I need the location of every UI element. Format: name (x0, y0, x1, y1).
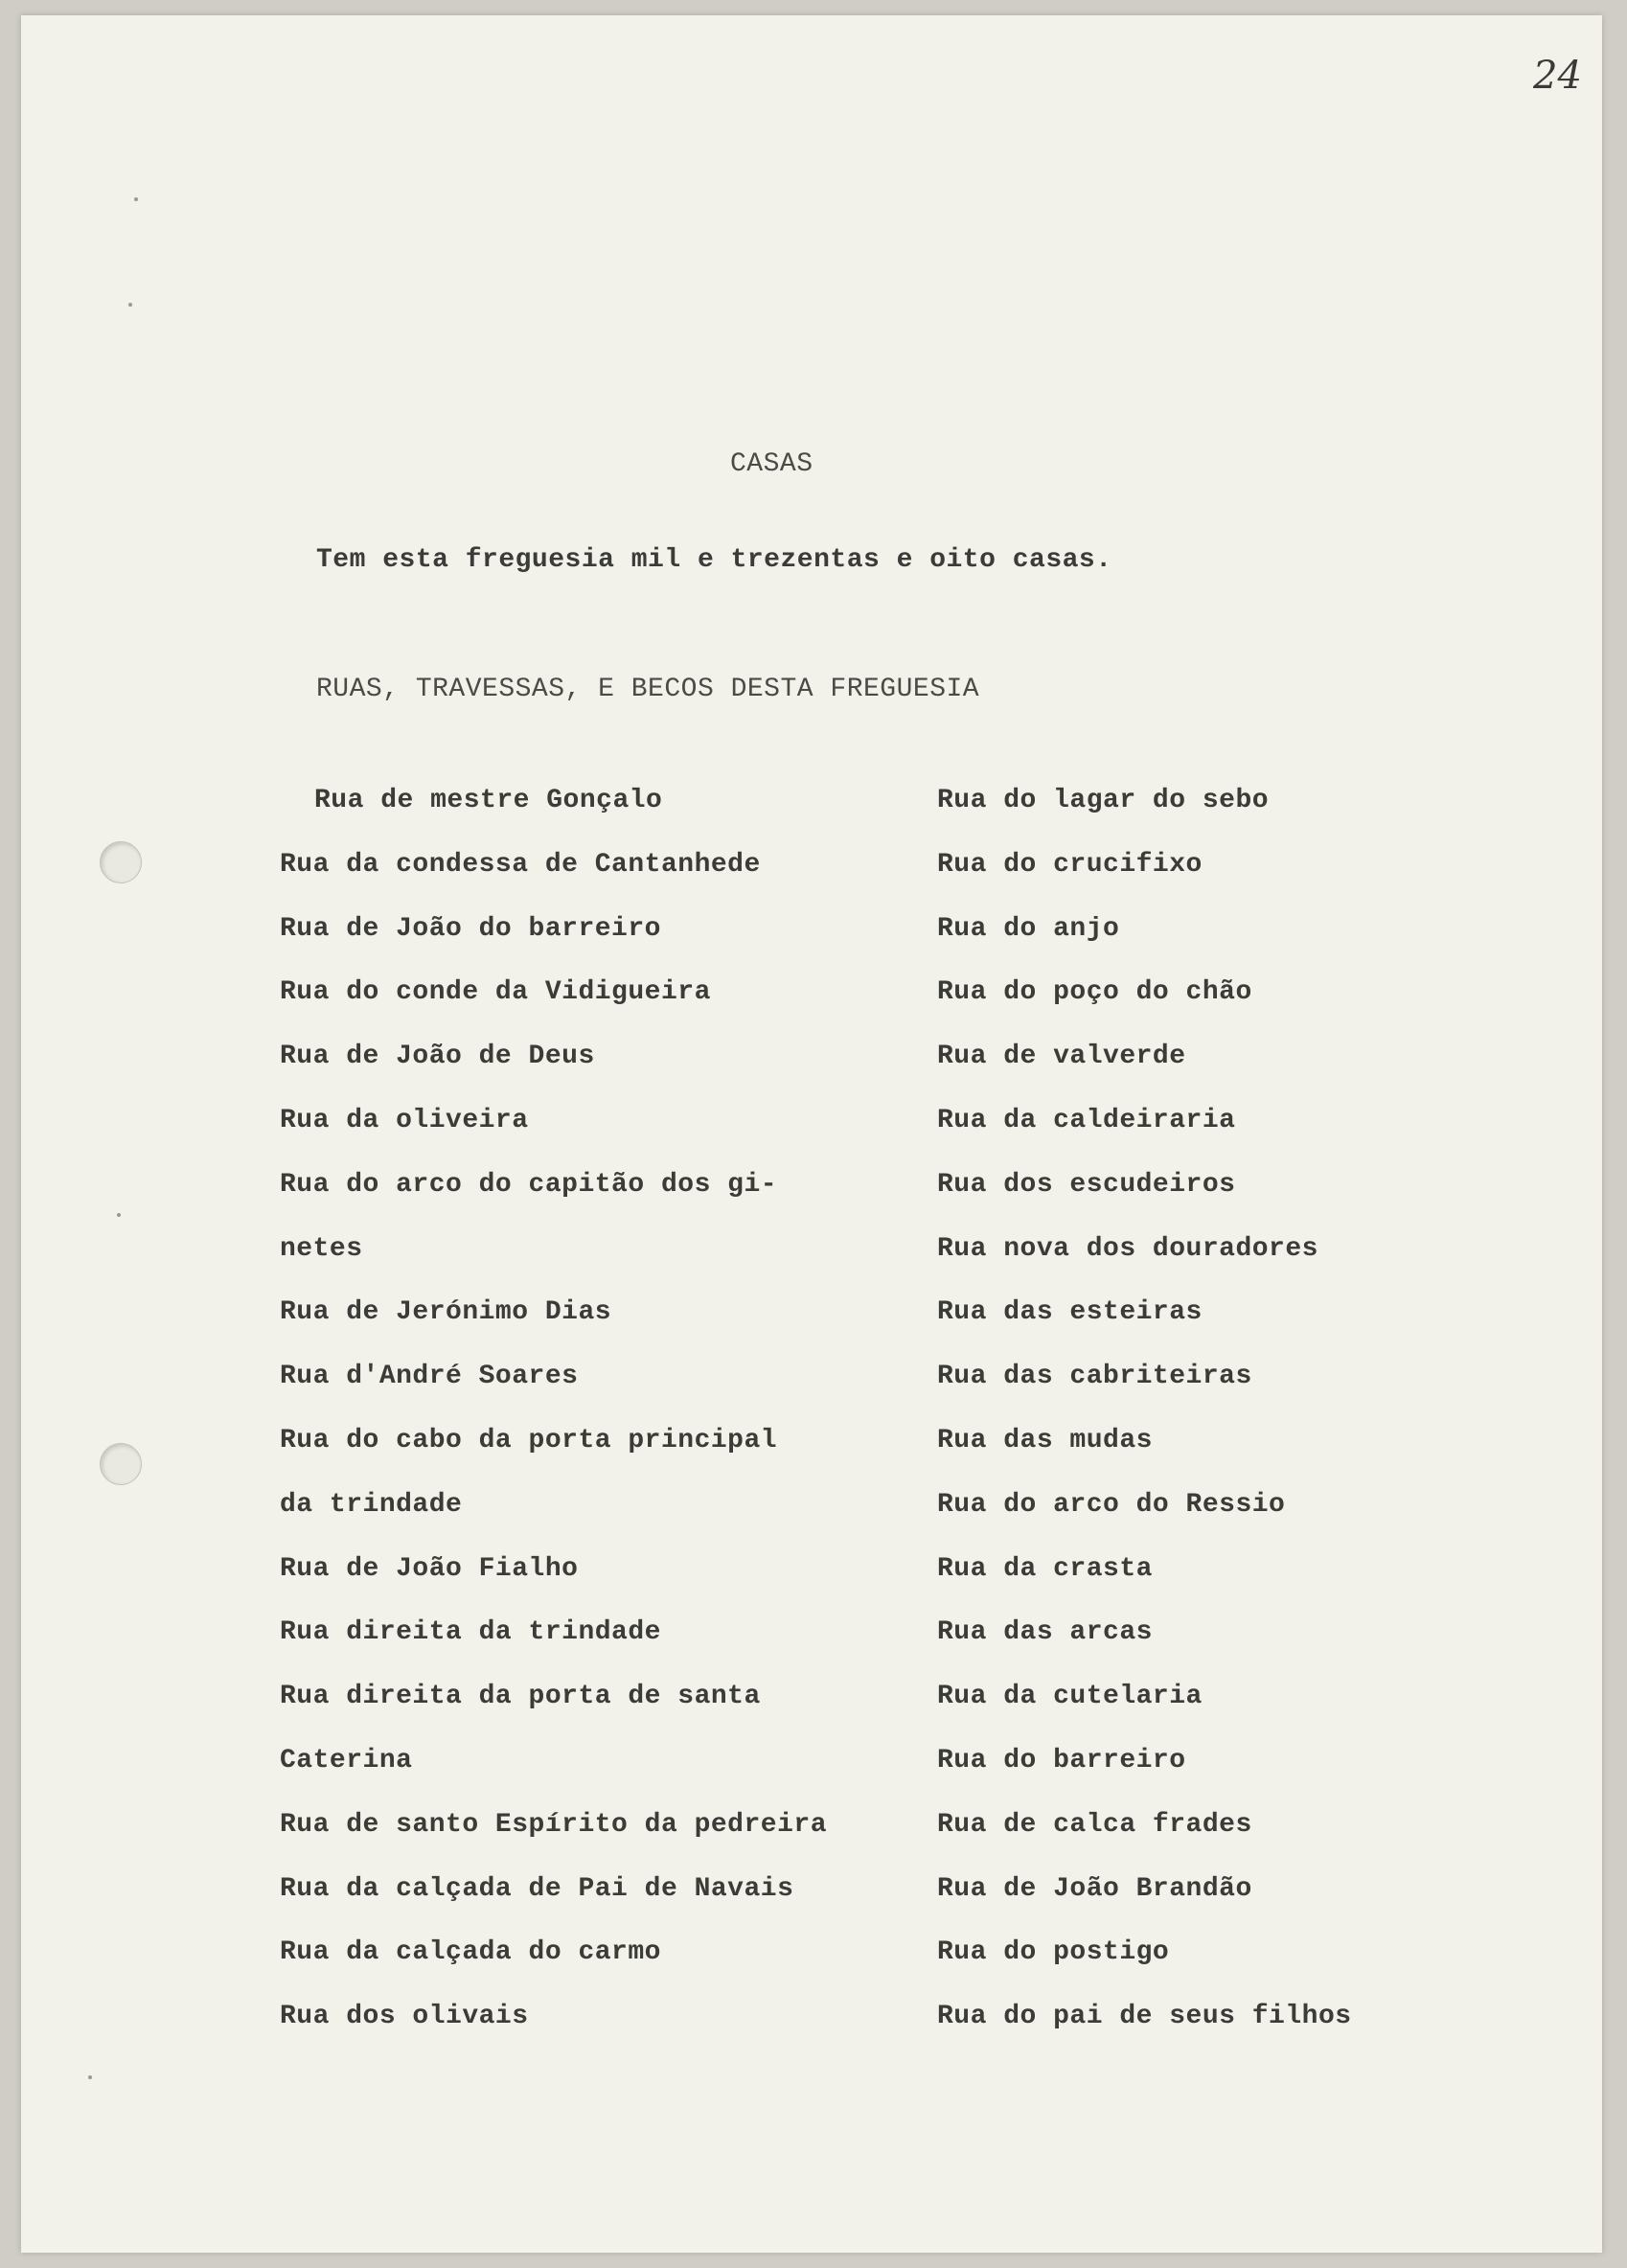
street-name: Rua do cabo da porta principal (280, 1426, 778, 1455)
street-name: Rua de calca frades (937, 1810, 1252, 1840)
street-name: Rua da oliveira (280, 1106, 529, 1135)
paper-speck (117, 1213, 121, 1217)
punch-hole (100, 1443, 142, 1485)
street-name: Rua do postigo (937, 1937, 1170, 1967)
street-name: Rua de valverde (937, 1042, 1186, 1071)
page-number: 24 (1533, 54, 1582, 98)
punch-hole (100, 841, 142, 883)
street-name: Rua de João Brandão (937, 1874, 1252, 1904)
street-name: Rua da calçada de Pai de Navais (280, 1874, 794, 1904)
street-name: Rua de Jerónimo Dias (280, 1297, 612, 1327)
streets-heading: RUAS, TRAVESSAS, E BECOS DESTA FREGUESIA (316, 675, 980, 704)
street-name: Rua das cabriteiras (937, 1362, 1252, 1391)
street-name: Rua das arcas (937, 1617, 1153, 1647)
street-name: Rua do arco do Ressio (937, 1490, 1286, 1520)
street-name: Rua do barreiro (937, 1746, 1186, 1775)
street-name: Rua de mestre Gonçalo (314, 786, 663, 815)
paper-speck (128, 303, 132, 307)
street-name: Rua da calçada do carmo (280, 1937, 661, 1967)
street-name: Rua d'André Soares (280, 1362, 579, 1391)
street-name: Rua do conde da Vidigueira (280, 977, 711, 1007)
street-name: Rua do crucifixo (937, 850, 1203, 880)
paper-speck (88, 2075, 92, 2079)
street-name: Rua dos escudeiros (937, 1170, 1236, 1200)
street-name: Rua direita da trindade (280, 1617, 661, 1647)
street-name: Rua da crasta (937, 1554, 1153, 1584)
street-name: Rua da condessa de Cantanhede (280, 850, 761, 880)
street-name: Rua das mudas (937, 1426, 1153, 1455)
street-name: Rua da cutelaria (937, 1682, 1203, 1711)
street-name: Rua do pai de seus filhos (937, 2002, 1352, 2031)
street-name: Rua de santo Espírito da pedreira (280, 1810, 827, 1840)
document-page (21, 15, 1602, 2253)
street-name: Rua do lagar do sebo (937, 786, 1270, 815)
street-name: Rua das esteiras (937, 1297, 1203, 1327)
paper-speck (134, 197, 138, 201)
street-name: Rua do anjo (937, 914, 1120, 944)
section-title: CASAS (730, 449, 814, 479)
street-name: da trindade (280, 1490, 463, 1520)
street-name: Rua de João do barreiro (280, 914, 661, 944)
street-name: Rua de João de Deus (280, 1042, 595, 1071)
street-name: Rua direita da porta de santa (280, 1682, 761, 1711)
street-name: netes (280, 1234, 363, 1264)
street-name: Rua do arco do capitão dos gi- (280, 1170, 778, 1200)
street-name: Rua dos olivais (280, 2002, 529, 2031)
street-name: Rua da caldeiraria (937, 1106, 1236, 1135)
street-name: Rua de João Fialho (280, 1554, 579, 1584)
street-name: Rua nova dos douradores (937, 1234, 1318, 1264)
street-name: Caterina (280, 1746, 413, 1775)
intro-sentence: Tem esta freguesia mil e trezentas e oito casas. (316, 545, 1112, 575)
street-name: Rua do poço do chão (937, 977, 1252, 1007)
